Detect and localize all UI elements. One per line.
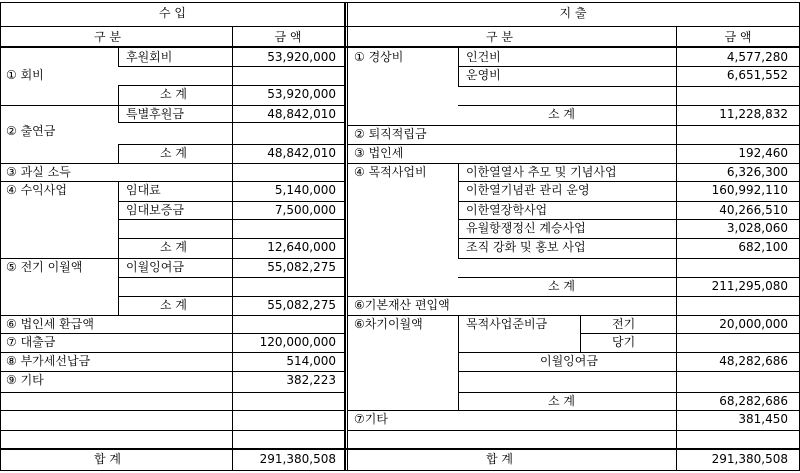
income-row-amount: 7,500,000 — [274, 203, 336, 217]
expense-header-category: 구 분 — [486, 30, 513, 44]
expense-row-amount: 6,326,300 — [726, 165, 788, 179]
expense-row-sub — [466, 86, 676, 104]
income-row-amount: 382,223 — [286, 373, 336, 387]
expense-row-main — [354, 201, 464, 219]
income-row-amount — [232, 163, 336, 181]
expense-row-sub — [466, 258, 676, 276]
income-row-sub: 임대료 — [126, 183, 161, 197]
income-row-main — [6, 48, 118, 66]
income-row-amount: 5,140,000 — [274, 183, 336, 197]
expense-title: 지 출 — [559, 6, 587, 20]
income-title: 수 입 — [159, 6, 186, 20]
expense-row-main — [354, 392, 464, 410]
income-row-sub — [126, 277, 232, 295]
expense-row-main — [354, 352, 464, 370]
expense-row-amount — [676, 258, 788, 276]
income-row-sub — [126, 371, 232, 389]
income-row-sub — [126, 163, 232, 181]
income-row-sub — [126, 333, 232, 351]
grid-line — [118, 46, 119, 66]
expense-row-sub: 운영비 — [466, 68, 501, 82]
grid-line — [347, 2, 348, 471]
income-row-amount: 55,082,275 — [267, 260, 336, 274]
income-row-amount — [232, 277, 336, 295]
income-row-amount — [232, 122, 336, 140]
grid-line — [0, 2, 800, 3]
income-row-sub: 임대보증금 — [126, 203, 184, 217]
expense-row-sub: 이한열열사 추모 및 기념사업 — [466, 165, 617, 179]
income-row-main: ⑨ 기타 — [6, 373, 44, 387]
expense-row-amount — [676, 296, 788, 314]
income-row-sub: 특별후원금 — [126, 107, 184, 121]
income-row-sub: 소 계 — [160, 240, 187, 254]
expense-row-main — [354, 238, 464, 256]
expense-row-amount: 11,228,832 — [719, 107, 788, 121]
income-row-main — [6, 392, 118, 410]
expense-row-sub: 인건비 — [466, 50, 501, 64]
grid-line — [0, 26, 800, 27]
income-row-amount: 48,842,010 — [267, 107, 336, 121]
expense-row-sub: 이한열기념관 관리 운영 — [466, 183, 590, 197]
expense-row-sub — [466, 125, 676, 143]
income-row-amount: 53,920,000 — [267, 50, 336, 64]
income-row-amount — [232, 410, 336, 428]
expense-row-sub: 유월항쟁정신 계승사업 — [466, 221, 586, 235]
expense-row-amount: 20,000,000 — [719, 317, 788, 331]
expense-row-main — [354, 181, 464, 199]
income-total-amount: 291,380,508 — [259, 452, 336, 466]
income-row-sub: 소 계 — [160, 146, 187, 160]
grid-line — [344, 2, 346, 471]
grid-line — [0, 430, 344, 431]
grid-line — [0, 2, 1, 471]
expense-row-main — [354, 277, 464, 295]
income-total-label: 합 계 — [94, 452, 121, 466]
expense-row-amount: 4,577,280 — [726, 50, 788, 64]
expense-total-label: 합 계 — [486, 452, 513, 466]
expense-row-amount: 68,282,686 — [719, 394, 788, 408]
expense-row-main: ⑥차기이월액 — [354, 317, 423, 331]
income-row-sub — [126, 392, 232, 410]
income-row-sub — [126, 219, 232, 237]
income-row-sub: 소 계 — [160, 298, 187, 312]
income-row-sub — [126, 122, 232, 140]
income-row-amount — [232, 219, 336, 237]
expense-row-sub: 조직 강화 및 홍보 사업 — [466, 240, 586, 254]
income-row-sub — [126, 66, 232, 84]
income-row-main: ④ 수익사업 — [6, 183, 67, 197]
income-row-amount: 53,920,000 — [267, 87, 336, 101]
expense-row-amount: 682,100 — [738, 240, 788, 254]
income-row-main: ③ 과실 소득 — [6, 165, 71, 179]
expense-row-main — [354, 66, 464, 84]
grid-line — [118, 144, 119, 163]
expense-row-main — [354, 430, 464, 448]
income-row-amount: 55,082,275 — [267, 298, 336, 312]
expense-row-main — [354, 86, 464, 104]
grid-line — [0, 470, 800, 471]
expense-row-amount: 48,282,686 — [719, 354, 788, 368]
expense-row-main — [354, 371, 464, 389]
expense-row-amount — [676, 371, 788, 389]
expense-row-sub: 이한열장학사업 — [466, 203, 548, 217]
expense-row-main — [354, 219, 464, 237]
expense-row-period: 당기 — [612, 335, 636, 349]
expense-row-amount — [676, 333, 788, 351]
income-row-main — [6, 296, 118, 314]
expense-row-amount: 192,460 — [738, 146, 788, 160]
expense-row-sub: 소 계 — [548, 107, 575, 121]
income-row-main — [6, 238, 118, 256]
expense-total-amount: 291,380,508 — [711, 452, 788, 466]
income-row-main: ⑦ 대출금 — [6, 335, 56, 349]
income-row-amount: 514,000 — [286, 354, 336, 368]
expense-row-main: ⑦기타 — [354, 412, 388, 426]
income-row-sub: 소 계 — [160, 87, 187, 101]
income-row-sub: 후원회비 — [126, 50, 173, 64]
grid-line — [118, 258, 119, 315]
income-row-main — [6, 277, 118, 295]
expense-row-main: ② 퇴직적립금 — [354, 127, 427, 141]
expense-row-sub — [466, 430, 676, 448]
expense-row-amount: 40,266,510 — [719, 203, 788, 217]
income-row-amount: 48,842,010 — [267, 146, 336, 160]
income-row-main — [6, 85, 118, 103]
expense-row-sub — [466, 410, 676, 428]
income-row-main: ⑤ 전기 이월액 — [6, 260, 83, 274]
expense-row-amount — [676, 430, 788, 448]
income-row-main: ① 회비 — [6, 68, 44, 82]
expense-row-sub: 목적사업준비금 — [466, 317, 548, 331]
income-row-main — [6, 144, 118, 162]
income-row-amount — [232, 66, 336, 84]
expense-row-amount: 3,028,060 — [726, 221, 788, 235]
income-row-main — [6, 219, 118, 237]
income-row-main — [6, 201, 118, 219]
expense-row-sub: 소 계 — [548, 394, 575, 408]
income-row-main — [6, 105, 118, 123]
expense-row-sub: 이월잉여금 — [540, 354, 598, 368]
grid-line — [118, 85, 119, 122]
income-header-amount: 금 액 — [274, 30, 302, 44]
expense-row-amount: 6,651,552 — [726, 68, 788, 82]
expense-row-main: ⑥기본재산 편입액 — [354, 298, 450, 312]
expense-row-sub — [466, 144, 676, 162]
expense-row-amount — [676, 86, 788, 104]
income-row-main: ⑧ 부가세선납금 — [6, 354, 91, 368]
expense-row-sub — [466, 371, 676, 389]
income-row-sub — [126, 352, 232, 370]
income-row-amount: 12,640,000 — [267, 240, 336, 254]
expense-header-amount: 금 액 — [724, 30, 752, 44]
expense-row-period: 전기 — [612, 317, 636, 331]
expense-row-main — [354, 333, 464, 351]
expense-row-sub — [466, 296, 676, 314]
income-header-category: 구 분 — [94, 30, 121, 44]
income-row-main — [6, 410, 118, 428]
expense-row-main — [354, 258, 464, 276]
expense-row-amount: 160,992,110 — [711, 183, 788, 197]
income-row-amount: 120,000,000 — [259, 335, 336, 349]
expense-row-main — [354, 105, 464, 123]
expense-row-main: ① 경상비 — [354, 50, 404, 64]
income-row-main: ⑥ 법인세 환급액 — [6, 317, 94, 331]
income-row-sub — [126, 410, 232, 428]
expense-row-amount: 381,450 — [738, 412, 788, 426]
income-row-amount — [232, 392, 336, 410]
expense-row-amount — [676, 125, 788, 143]
income-row-amount — [232, 315, 336, 333]
income-row-main: ② 출연금 — [6, 124, 56, 138]
expense-row-main: ④ 목적사업비 — [354, 165, 427, 179]
expense-row-sub: 소 계 — [548, 279, 575, 293]
income-row-sub: 이월잉여금 — [126, 260, 184, 274]
expense-row-amount: 211,295,080 — [711, 279, 788, 293]
income-row-sub — [126, 315, 232, 333]
expense-row-main: ③ 법인세 — [354, 146, 404, 160]
